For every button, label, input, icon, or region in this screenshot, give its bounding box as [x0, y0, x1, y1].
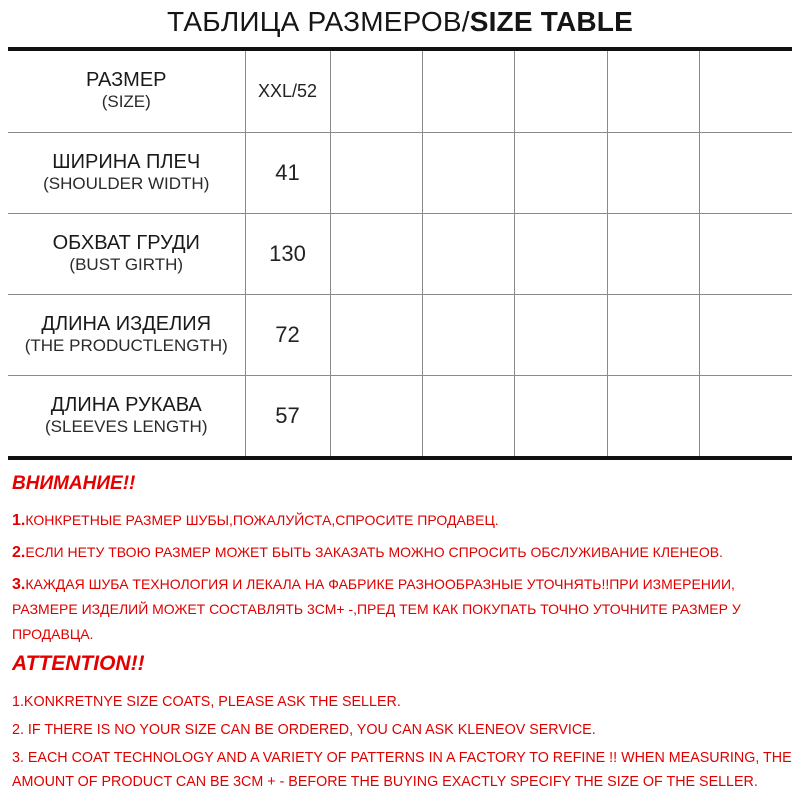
row-label: [8, 294, 245, 375]
item-number: 1.: [12, 512, 26, 529]
label-en: (SIZE): [101, 92, 151, 112]
size-table: [8, 51, 792, 457]
notice-ru-item: [12, 540, 796, 565]
notice-en-heading: ATTENTION!!: [12, 652, 145, 675]
item-number: 2.: [12, 544, 26, 561]
product-length-value: 72: [245, 294, 330, 375]
empty-cell: [330, 375, 422, 456]
notice-ru-item: [12, 508, 796, 533]
label-ru: РАЗМЕР: [85, 69, 167, 92]
title-en: SIZE TABLE: [469, 6, 633, 37]
empty-cell: [607, 132, 699, 213]
table-row-bust-girth: [8, 213, 792, 294]
empty-cell: [330, 213, 422, 294]
empty-cell: [515, 294, 607, 375]
label-ru: ШИРИНА ПЛЕЧ: [52, 150, 201, 173]
empty-cell: [515, 51, 607, 132]
item-text: ЕСЛИ НЕТУ ТВОЮ РАЗМЕР МОЖЕТ БЫТЬ ЗАКАЗАТЬ МОЖНО СПРОСИТЬ ОБСЛУЖИВАНИЕ КЛЕНЕОВ.: [25, 544, 723, 560]
empty-cell: [422, 213, 514, 294]
title-ru: ТАБЛИЦА РАЗМЕРОВ: [167, 6, 462, 37]
empty-cell: [607, 375, 699, 456]
notice-ru: [12, 472, 796, 654]
empty-cell: [422, 132, 514, 213]
label-en: (THE PRODUCTLENGTH): [24, 335, 228, 355]
item-text: КАЖДАЯ ШУБА ТЕХНОЛОГИЯ И ЛЕКАЛА НА ФАБРИКЕ РАЗНООБРАЗНЫЕ УТОЧНЯТЬ!!ПРИ ИЗМЕРЕНИИ, РАЗМЕРЕ ИЗДЕЛИЙ МОЖЕТ СОСТАВЛЯТЬ 3СМ+ -,ПРЕД ТЕМ КАК ПОКУПАТЬ ТОЧНО УТОЧНИТЕ РАЗМЕР У ПРОДАВЦА.: [12, 576, 741, 642]
empty-cell: [422, 294, 514, 375]
empty-cell: [515, 132, 607, 213]
table-row-sleeves-length: [8, 375, 792, 456]
label-ru: ДЛИНА ИЗДЕЛИЯ: [41, 312, 212, 335]
empty-cell: [330, 51, 422, 132]
notice-en-item: 3. EACH COAT TECHNOLOGY AND A VARIETY OF PATTERNS IN A FACTORY TO REFINE !! WHEN MEASURING, THE AMOUNT OF PRODUCT CAN BE 3CM + - BEFORE THE BUYING EXACTLY SPECIFY THE SIZE OF THE SELLER.: [12, 750, 792, 790]
row-label: [8, 375, 245, 456]
table-row-shoulder-width: [8, 132, 792, 213]
empty-cell: [422, 375, 514, 456]
row-label: [8, 51, 245, 132]
empty-cell: [700, 132, 792, 213]
empty-cell: [330, 294, 422, 375]
notice-ru-item: [12, 572, 796, 647]
label-ru: ОБХВАТ ГРУДИ: [52, 231, 200, 254]
label-ru: ДЛИНА РУКАВА: [50, 393, 202, 416]
size-value: XXL/52: [245, 51, 330, 132]
empty-cell: [700, 213, 792, 294]
empty-cell: [515, 213, 607, 294]
sleeves-length-value: 57: [245, 375, 330, 456]
row-label: [8, 213, 245, 294]
notice-en-item: 1.KONKRETNYE SIZE COATS, PLEASE ASK THE SELLER.: [12, 694, 401, 710]
table-row-product-length: [8, 294, 792, 375]
table-row-size: [8, 51, 792, 132]
title-separator: /: [461, 6, 470, 37]
item-text: КОНКРЕТНЫЕ РАЗМЕР ШУБЫ,ПОЖАЛУЙСТА,СПРОСИТЕ ПРОДАВЕЦ.: [25, 512, 499, 528]
shoulder-width-value: 41: [245, 132, 330, 213]
label-en: (SHOULDER WIDTH): [43, 173, 210, 193]
notice-en: [12, 652, 796, 798]
notice-en-item: 2. IF THERE IS NO YOUR SIZE CAN BE ORDERED, YOU CAN ASK KLENEOV SERVICE.: [12, 722, 596, 738]
empty-cell: [607, 294, 699, 375]
bust-girth-value: 130: [245, 213, 330, 294]
empty-cell: [607, 213, 699, 294]
empty-cell: [700, 51, 792, 132]
table-bottom-rule: [8, 456, 792, 460]
empty-cell: [700, 294, 792, 375]
empty-cell: [422, 51, 514, 132]
empty-cell: [330, 132, 422, 213]
empty-cell: [515, 375, 607, 456]
notice-ru-heading: ВНИМАНИЕ!!: [12, 473, 136, 494]
row-label: [8, 132, 245, 213]
label-en: (BUST GIRTH): [69, 254, 184, 274]
empty-cell: [700, 375, 792, 456]
label-en: (SLEEVES LENGTH): [45, 416, 208, 436]
page-title: [0, 4, 800, 40]
item-number: 3.: [12, 576, 26, 593]
empty-cell: [607, 51, 699, 132]
